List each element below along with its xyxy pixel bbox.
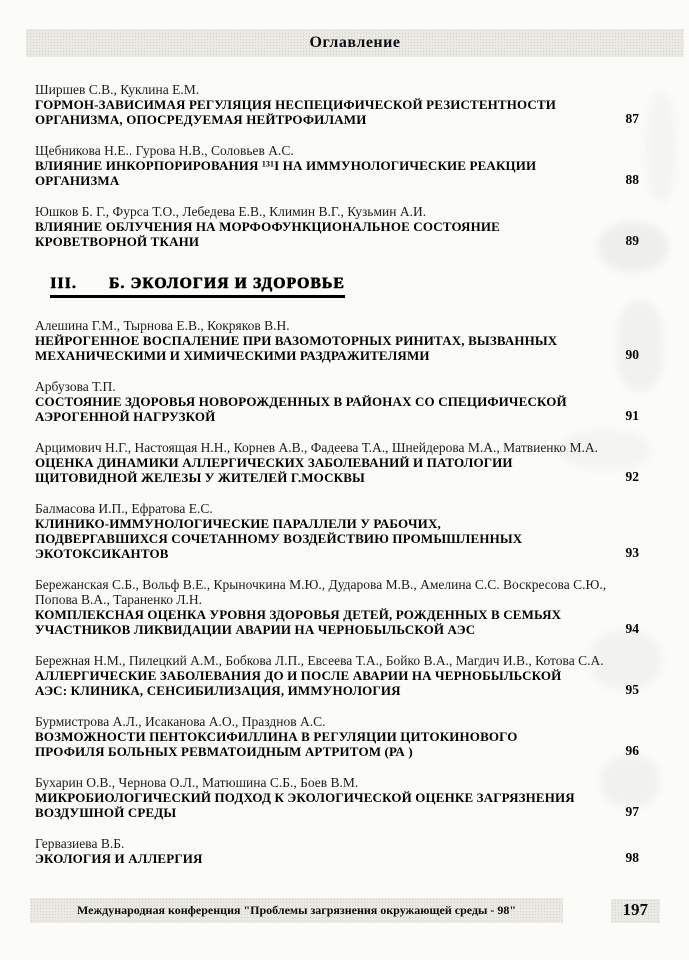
toc-entry bbox=[35, 379, 647, 424]
toc-entry bbox=[35, 501, 647, 561]
entry-page-number: 90 bbox=[625, 347, 639, 362]
footer-band bbox=[30, 898, 563, 923]
entry-title-row bbox=[35, 516, 647, 561]
entry-title: ВЛИЯНИЕ ИНКОРПОРИРОВАНИЯ ¹³¹I НА ИММУНОЛОГИЧЕСКИЕ РЕАКЦИИ ОРГАНИЗМА bbox=[35, 158, 537, 188]
footer-conference-text: Международная конференция "Проблемы загрязнения окружающей среды - 98" bbox=[76, 903, 517, 917]
entry-title-row bbox=[35, 455, 647, 485]
header-band bbox=[26, 29, 684, 57]
entry-authors: Балмасова И.П., Ефратова Е.С. bbox=[35, 501, 213, 516]
entry-title: ВЛИЯНИЕ ОБЛУЧЕНИЯ НА МОРФОФУНКЦИОНАЛЬНОЕ СОСТОЯНИЕ КРОВЕТВОРНОЙ ТКАНИ bbox=[35, 219, 500, 249]
entry-authors: Бережанская С.Б., Вольф В.Е., Крыночкина М.Ю., Дударова М.В., Амелина С.С. Воскресова С.Ю., Попова В.А., Тараненко Л.Н. bbox=[35, 577, 607, 607]
entry-authors: Алешина Г.М., Тырнова Е.В., Кокряков В.Н. bbox=[35, 318, 290, 333]
entry-title-row bbox=[35, 790, 647, 820]
entry-title: КЛИНИКО-ИММУНОЛОГИЧЕСКИЕ ПАРАЛЛЕЛИ У РАБОЧИХ, ПОДВЕРГАВШИХСЯ СОЧЕТАННОМУ ВОЗДЕЙСТВИЮ ПРОМЫШЛЕННЫХ ЭКОТОКСИКАНТОВ bbox=[35, 516, 523, 561]
footer-page-number: 197 bbox=[611, 899, 661, 923]
entry-page-number: 98 bbox=[625, 850, 639, 865]
entry-authors: Бухарин О.В., Чернова О.Л., Матюшина С.Б., Боев В.М. bbox=[35, 775, 359, 790]
page-title: Оглавление bbox=[309, 34, 401, 51]
section-label: Б. ЭКОЛОГИЯ И ЗДОРОВЬЕ bbox=[108, 275, 345, 292]
entry-title-row bbox=[35, 333, 647, 363]
entry-title-row bbox=[35, 607, 647, 637]
entry-page-number: 92 bbox=[625, 469, 639, 484]
toc-entry bbox=[35, 653, 647, 698]
scan-artifact bbox=[646, 92, 676, 202]
entry-title: МИКРОБИОЛОГИЧЕСКИЙ ПОДХОД К ЭКОЛОГИЧЕСКОЙ ОЦЕНКЕ ЗАГРЯЗНЕНИЯ ВОЗДУШНОЙ СРЕДЫ bbox=[35, 790, 575, 820]
entry-title: КОМПЛЕКСНАЯ ОЦЕНКА УРОВНЯ ЗДОРОВЬЯ ДЕТЕЙ, РОЖДЕННЫХ В СЕМЬЯХ УЧАСТНИКОВ ЛИКВИДАЦИИ АВАРИИ НА ЧЕРНОБЫЛЬСКОЙ АЭС bbox=[35, 607, 562, 637]
toc-entry bbox=[35, 775, 647, 820]
section-number: III. bbox=[50, 275, 77, 292]
entry-title-row bbox=[35, 394, 647, 424]
entry-authors: Бережная Н.М., Пилецкий А.М., Бобкова Л.П., Евсеева Т.А., Бойко В.А., Магдич И.В., Котова С.А. bbox=[35, 653, 604, 668]
entry-authors: Гервазиева В.Б. bbox=[35, 836, 125, 851]
entry-authors: Ширшев С.В., Куклина Е.М. bbox=[35, 82, 200, 97]
entry-authors: Арбузова Т.П. bbox=[35, 379, 116, 394]
entry-title: ЭКОЛОГИЯ И АЛЛЕРГИЯ bbox=[35, 851, 203, 866]
entry-authors: Бурмистрова А.Л., Исаканова А.О., Празднов А.С. bbox=[35, 714, 326, 729]
entry-title-row bbox=[35, 668, 647, 698]
entry-page-number: 88 bbox=[625, 172, 639, 187]
toc-entry bbox=[35, 204, 647, 249]
entry-title: СОСТОЯНИЕ ЗДОРОВЬЯ НОВОРОЖДЕННЫХ В РАЙОНАХ СО СПЕЦИФИЧЕСКОЙ АЭРОГЕННОЙ НАГРУЗКОЙ bbox=[35, 394, 567, 424]
entry-authors: Арцимович Н.Г., Настоящая Н.Н., Корнев А.В., Фадеева Т.А., Шнейдерова М.А., Матвиенко М.А. bbox=[35, 440, 599, 455]
entry-page-number: 97 bbox=[625, 804, 639, 819]
entry-title: ГОРМОН-ЗАВИСИМАЯ РЕГУЛЯЦИЯ НЕСПЕЦИФИЧЕСКОЙ РЕЗИСТЕНТНОСТИ ОРГАНИЗМА, ОПОСРЕДУЕМАЯ НЕЙТРОФИЛАМИ bbox=[35, 97, 557, 127]
entry-page-number: 96 bbox=[625, 743, 639, 758]
entry-title: ОЦЕНКА ДИНАМИКИ АЛЛЕРГИЧЕСКИХ ЗАБОЛЕВАНИЙ И ПАТОЛОГИИ ЩИТОВИДНОЙ ЖЕЛЕЗЫ У ЖИТЕЛЕЙ Г.МОСКВЫ bbox=[35, 455, 513, 485]
entry-title-row bbox=[35, 97, 647, 127]
toc-entry bbox=[35, 714, 647, 759]
toc-entry bbox=[35, 82, 647, 127]
toc-entry bbox=[35, 143, 647, 188]
entry-authors: Юшков Б. Г., Фурса Т.О., Лебедева Е.В., Климин В.Г., Кузьмин А.И. bbox=[35, 204, 427, 219]
entry-title-row bbox=[35, 851, 647, 866]
toc-entry bbox=[35, 440, 647, 485]
entry-page-number: 89 bbox=[625, 233, 639, 248]
entry-authors: Щебникова Н.Е.. Гурова Н.В., Соловьев А.С. bbox=[35, 143, 294, 158]
toc-entry bbox=[35, 577, 647, 637]
toc-content bbox=[35, 82, 647, 882]
entry-page-number: 93 bbox=[625, 545, 639, 560]
toc-entry bbox=[35, 836, 647, 866]
toc-entry bbox=[35, 318, 647, 363]
entry-page-number: 91 bbox=[625, 408, 639, 423]
entry-page-number: 94 bbox=[625, 621, 639, 636]
entry-title: ВОЗМОЖНОСТИ ПЕНТОКСИФИЛЛИНА В РЕГУЛЯЦИИ ЦИТОКИНОВОГО ПРОФИЛЯ БОЛЬНЫХ РЕВМАТОИДНЫМ АРТРИТОМ (РА ) bbox=[35, 729, 518, 759]
entry-title-row bbox=[35, 158, 647, 188]
entry-title-row bbox=[35, 219, 647, 249]
entry-title: АЛЛЕРГИЧЕСКИЕ ЗАБОЛЕВАНИЯ ДО И ПОСЛЕ АВАРИИ НА ЧЕРНОБЫЛЬСКОЙ АЭС: КЛИНИКА, СЕНСИБИЛИЗАЦИЯ, ИММУНОЛОГИЯ bbox=[35, 668, 562, 698]
entry-page-number: 95 bbox=[625, 682, 639, 697]
section-heading-underline bbox=[50, 275, 345, 298]
entry-title-row bbox=[35, 729, 647, 759]
entry-title: НЕЙРОГЕННОЕ ВОСПАЛЕНИЕ ПРИ ВАЗОМОТОРНЫХ РИНИТАХ, ВЫЗВАННЫХ МЕХАНИЧЕСКИМИ И ХИМИЧЕСКИМИ РАЗДРАЖИТЕЛЯМИ bbox=[35, 333, 558, 363]
page-footer bbox=[30, 898, 660, 923]
entry-page-number: 87 bbox=[625, 111, 639, 126]
section-heading bbox=[50, 275, 647, 298]
